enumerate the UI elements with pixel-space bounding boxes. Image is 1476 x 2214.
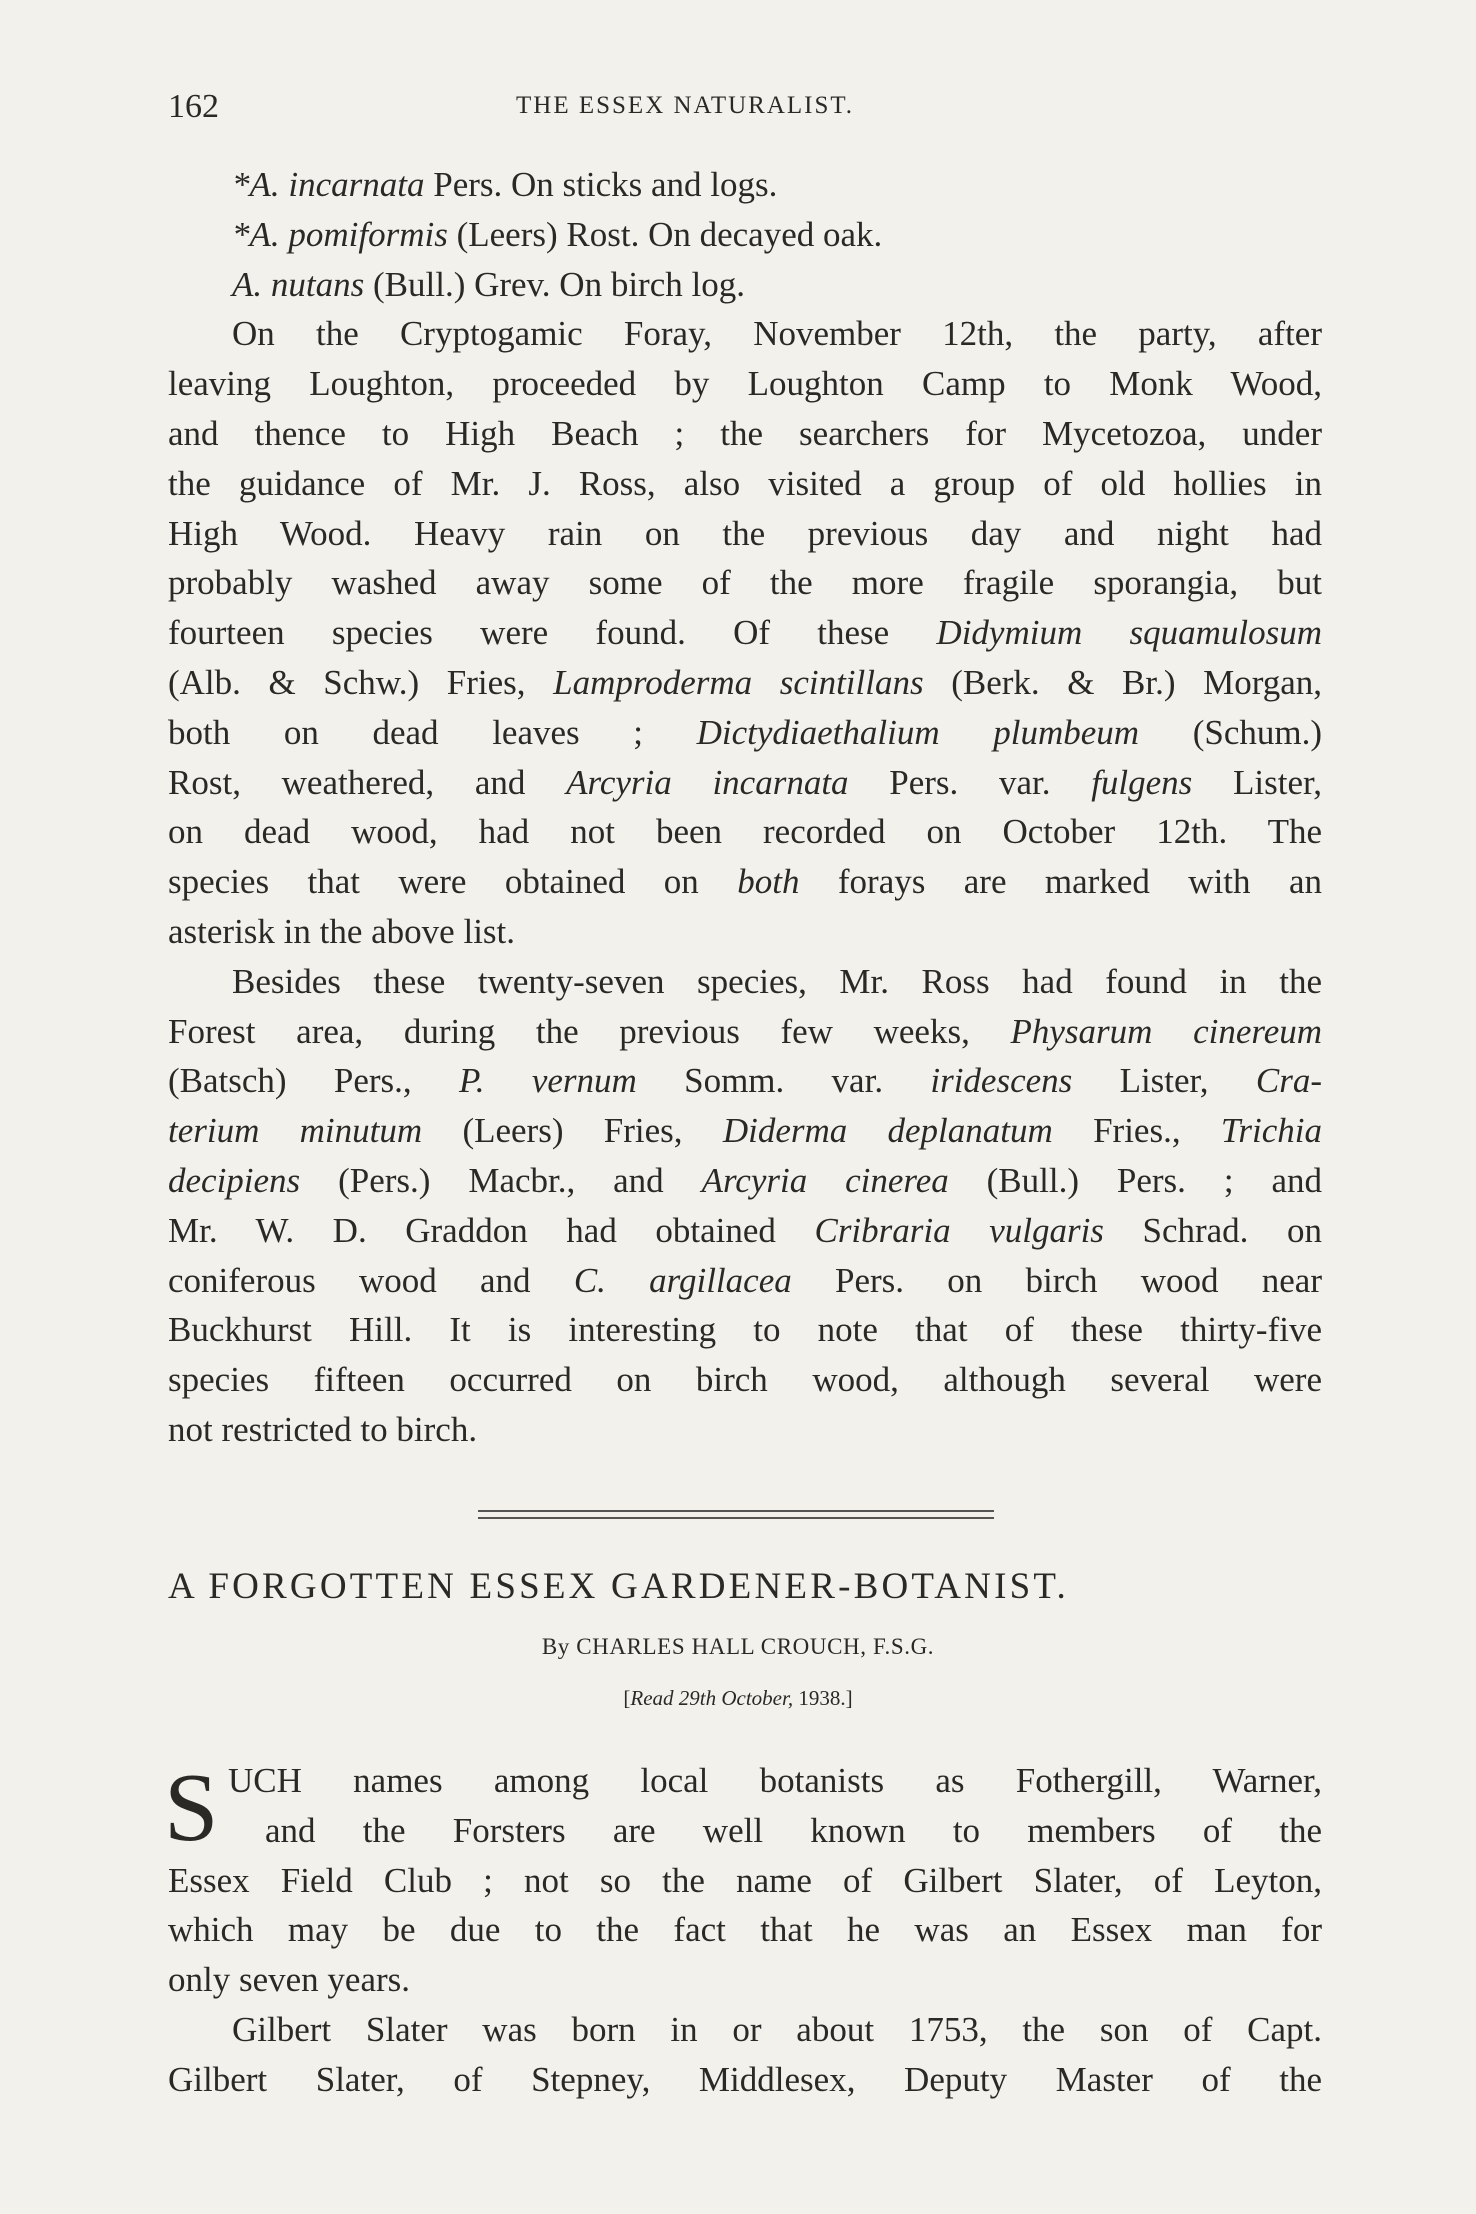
- paragraph-line: which may be due to the fact that he was an Essex man for: [168, 1910, 1322, 1950]
- section-divider-top: [478, 1510, 994, 1512]
- paragraph-line: the guidance of Mr. J. Ross, also visited a group of old hollies in: [168, 463, 1322, 503]
- paragraph-line: only seven years.: [168, 1960, 411, 2000]
- paragraph-line: UCH names among local botanists as Fothergill, Warner,: [228, 1761, 1322, 1800]
- paragraph-line: and the Forsters are well known to members of the: [265, 1810, 1322, 1850]
- paragraph-line: Gilbert Slater, of Stepney, Middlesex, Deputy Master of the: [168, 2059, 1322, 2099]
- paragraph-line: not restricted to birch.: [168, 1409, 478, 1449]
- paragraph-line: (Alb. & Schw.) Fries, Lamproderma scintillans (Berk. & Br.) Morgan,: [168, 662, 1322, 702]
- paragraph-line: both on dead leaves ; Dictydiaethalium plumbeum (Schum.): [168, 712, 1322, 752]
- paragraph-line: terium minutum (Leers) Fries, Diderma deplanatum Fries., Trichia: [168, 1111, 1322, 1151]
- paragraph-line: Essex Field Club ; not so the name of Gilbert Slater, of Leyton,: [168, 1860, 1322, 1900]
- paragraph-line: Mr. W. D. Graddon had obtained Cribraria vulgaris Schrad. on: [168, 1210, 1322, 1250]
- species-entry: *A. pomiformis (Leers) Rost. On decayed oak.: [232, 214, 883, 254]
- species-entry: *A. incarnata Pers. On sticks and logs.: [232, 165, 778, 204]
- section-divider-bottom: [478, 1517, 994, 1519]
- article-body: [164, 1754, 1322, 2105]
- paragraph-line: High Wood. Heavy rain on the previous day and night had: [168, 513, 1322, 553]
- running-head: [168, 88, 1318, 128]
- paragraph-line: fourteen species were found. Of these Didymium squamulosum: [168, 613, 1322, 653]
- mycetozoa-report: [168, 160, 1322, 1455]
- paragraph-line: Forest area, during the previous few weeks, Physarum cinereum: [168, 1011, 1322, 1051]
- paragraph-line: species fifteen occurred on birch wood, although several were: [168, 1360, 1322, 1400]
- paragraph-line: Gilbert Slater was born in or about 1753, the son of Capt.: [232, 2009, 1322, 2049]
- paragraph-line: species that were obtained on both forays are marked with an: [168, 862, 1322, 902]
- paragraph-line: On the Cryptogamic Foray, November 12th, the party, after: [232, 314, 1322, 354]
- paragraph-line: and thence to High Beach ; the searchers for Mycetozoa, under: [168, 413, 1322, 453]
- article-byline: By CHARLES HALL CROUCH, F.S.G.: [541, 1634, 935, 1659]
- read-date: [Read 29th October, 1938.]: [623, 1686, 853, 1710]
- paragraph-line: asterisk in the above list.: [168, 911, 516, 951]
- drop-cap: S: [164, 1754, 219, 1862]
- paragraph-line: Besides these twenty-seven species, Mr. Ross had found in the: [232, 961, 1322, 1001]
- paragraph-line: decipiens (Pers.) Macbr., and Arcyria cinerea (Bull.) Pers. ; and: [168, 1160, 1322, 1200]
- paragraph-line: Rost, weathered, and Arcyria incarnata Pers. var. fulgens Lister,: [168, 762, 1322, 802]
- paragraph-line: leaving Loughton, proceeded by Loughton Camp to Monk Wood,: [168, 364, 1322, 404]
- paragraph-line: coniferous wood and C. argillacea Pers. on birch wood near: [168, 1260, 1322, 1300]
- species-entry: A. nutans (Bull.) Grev. On birch log.: [232, 264, 745, 304]
- paragraph-line: Buckhurst Hill. It is interesting to note that of these thirty-five: [168, 1310, 1322, 1350]
- running-title: THE ESSEX NATURALIST.: [516, 92, 855, 119]
- paragraph-line: probably washed away some of the more fragile sporangia, but: [168, 563, 1322, 603]
- page-number: 162: [168, 88, 219, 125]
- paragraph-line: (Batsch) Pers., P. vernum Somm. var. iridescens Lister, Cra-: [168, 1061, 1322, 1101]
- paragraph-line: on dead wood, had not been recorded on October 12th. The: [168, 812, 1322, 852]
- article-title: A FORGOTTEN ESSEX GARDENER-BOTANIST.: [168, 1566, 1069, 1607]
